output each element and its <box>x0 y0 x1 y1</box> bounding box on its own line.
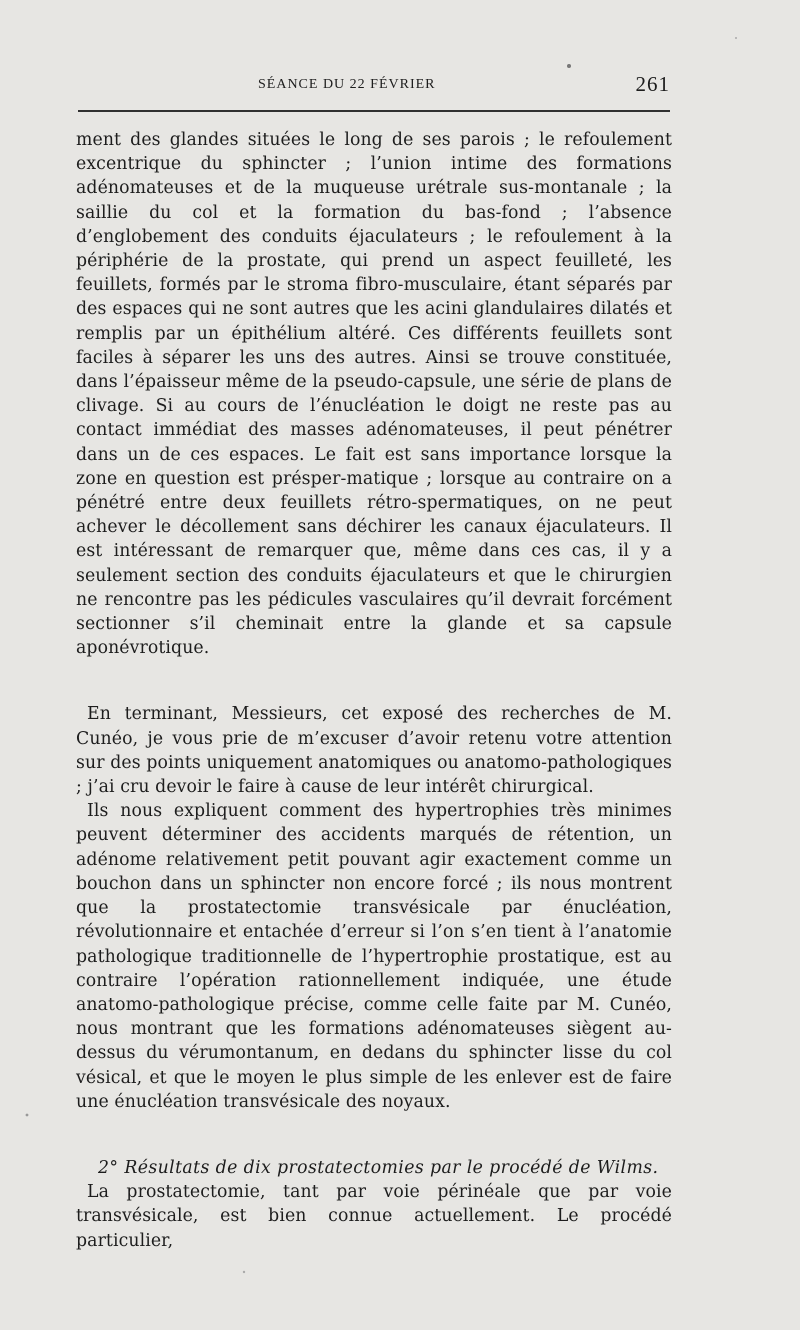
section-heading: 2° Résultats de dix prostatectomies par le procédé de Wilms. <box>98 1157 659 1178</box>
header-rule <box>78 110 670 112</box>
paper-speck <box>735 37 737 39</box>
running-header <box>76 72 670 98</box>
paragraph-prostatectomy: La prostatectomie, tant par voie périnéale que par voie transvésicale, est bien connue actuellement. Le procédé particulier, <box>76 1182 672 1251</box>
page-number: 261 <box>635 72 670 96</box>
paper-speck <box>567 64 571 68</box>
paper-speck <box>243 1271 245 1273</box>
paper-speck <box>26 1114 29 1117</box>
paragraph-continuation: ment des glandes situées le long de ses parois ; le refoulement excentrique du sphincter ; l’union intime des formations adénomateuses et de la muqueuse urétrale sus-montanale ; la saillie du col et la formation du bas-fond ; l’absence d’englobement des conduits éjaculateurs ; le refoulement à la périphérie de la prostate, qui prend un aspect feuilleté, les feuillets, formés par le stroma fibro-musculaire, étant séparés par des espaces qui ne sont autres que les acini glandulaires dilatés et remplis par un épithélium altéré. Ces différents feuillets sont faciles à séparer les uns des autres. Ainsi se trouve constituée, dans l’épaisseur même de la pseudo-capsule, une série de plans de clivage. Si au cours de l’énucléation le doigt ne reste pas au contact immédiat des masses adénomateuses, il peut pénétrer dans un de ces espaces. Le fait est sans importance lorsque la zone en question est présper-matique ; lorsque au contraire on a pénétré entre deux feuillets rétro-spermatiques, on ne peut achever le décollement sans déchirer les canaux éjaculateurs. Il est intéressant de remarquer que, même dans ces cas, il y a seulement section des conduits éjaculateurs et que le chirurgien ne rencontre pas les pédicules vasculaires qu’il devrait forcément sectionner s’il cheminait entre la glande et sa capsule aponévrotique. <box>76 130 672 659</box>
body-text <box>76 128 672 1253</box>
paragraph-conclusion: En terminant, Messieurs, cet exposé des recherches de M. Cunéo, je vous prie de m’excuser d’avoir retenu votre attention sur des points uniquement anatomiques ou anatomo-pathologiques ; j’ai cru devoir le faire à cause de leur intérêt chirurgical. <box>76 704 672 798</box>
running-title: SÉANCE DU 22 FÉVRIER <box>258 77 436 92</box>
paragraph-explanation: Ils nous expliquent comment des hypertrophies très minimes peuvent déterminer des accidents marqués de rétention, un adénome relativement petit pouvant agir exactement comme un bouchon dans un sphincter non encore forcé ; ils nous montrent que la prostatectomie transvésicale par énucléation, révolutionnaire et entachée d’erreur si l’on s’en tient à l’anatomie pathologique traditionnelle de l’hypertrophie prostatique, est au contraire l’opération rationnellement indiquée, une étude anatomo-pathologique précise, comme celle faite par M. Cunéo, nous montrant que les formations adénomateuses siègent au-dessus du vérumontanum, en dedans du sphincter lisse du col vésical, et que le moyen le plus simple de les enlever est de faire une énucléation transvésicale des noyaux. <box>76 801 672 1112</box>
